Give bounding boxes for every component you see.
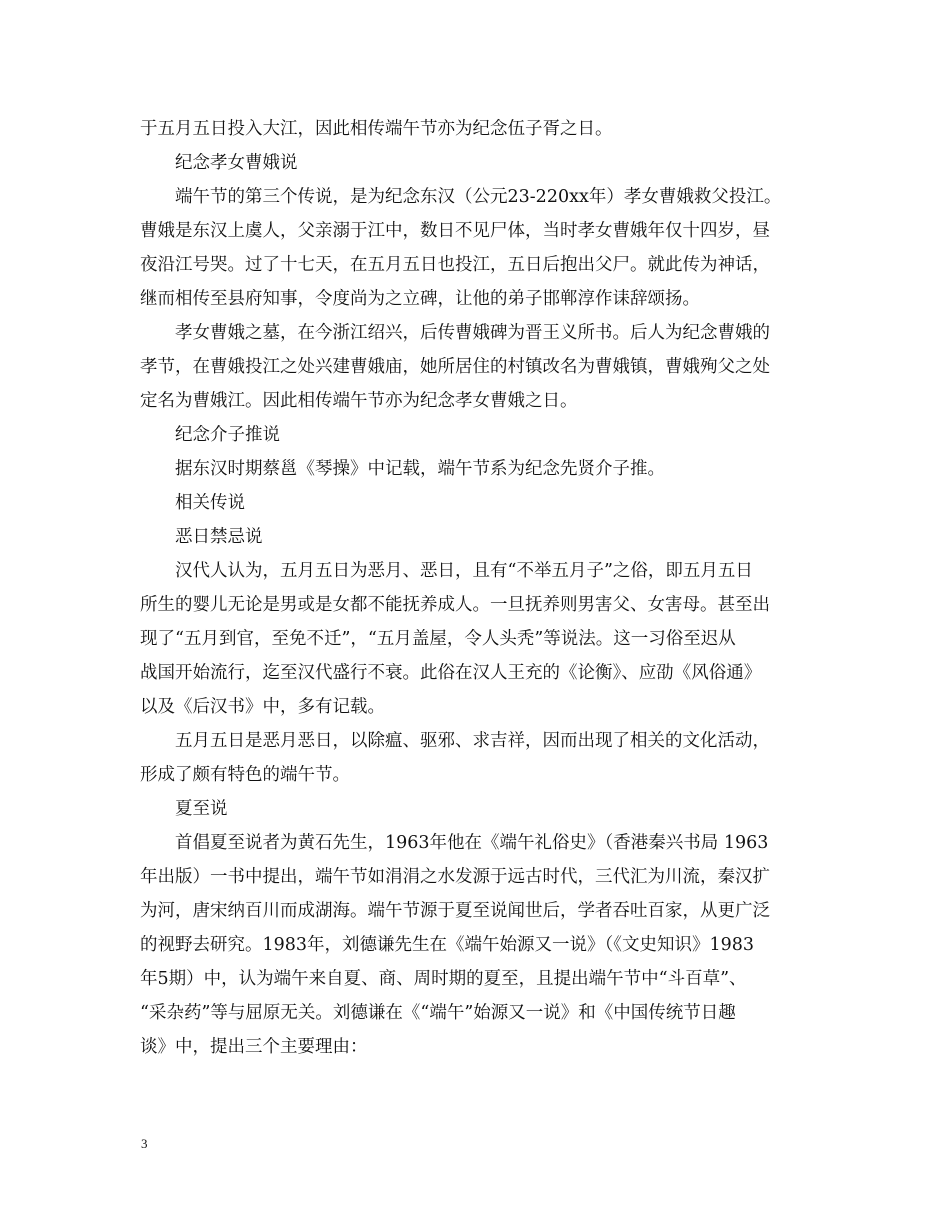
text-line: 夏至说 — [175, 799, 228, 819]
text-line: 为河，唐宋纳百川而成湖海。端午节源于夏至说闻世后，学者吞吐百家，从更广泛 — [140, 901, 770, 921]
text-line: 夜沿江号哭。过了十七天，在五月五日也投江，五日后抱出父尸。就此传为神话， — [140, 255, 770, 275]
text-line: 以及《后汉书》中，多有记载。 — [140, 697, 385, 717]
text-line: 纪念介子推说 — [175, 425, 280, 445]
text-line: 所生的婴儿无论是男或是女都不能抚养成人。一旦抚养则男害父、女害母。甚至出 — [140, 595, 770, 615]
text-line: “采杂药”等与屈原无关。刘德谦在《“端午”始源又一说》和《中国传统节日趣 — [140, 1003, 736, 1023]
text-line: 于五月五日投入大江，因此相传端午节亦为纪念伍子胥之日。 — [140, 119, 613, 139]
text-line: 谈》中，提出三个主要理由： — [140, 1037, 368, 1057]
text-line: 定名为曹娥江。因此相传端午节亦为纪念孝女曹娥之日。 — [140, 391, 578, 411]
text-line: 孝节，在曹娥投江之处兴建曹娥庙，她所居住的村镇改名为曹娥镇，曹娥殉父之处 — [140, 357, 770, 377]
text-line: 的视野去研究。1983年，刘德谦先生在《端午始源又一说》（《文史知识》1983 — [140, 935, 755, 955]
text-line: 纪念孝女曹娥说 — [175, 153, 298, 173]
text-line: 恶日禁忌说 — [175, 527, 263, 547]
text-line: 五月五日是恶月恶日，以除瘟、驱邪、求吉祥，因而出现了相关的文化活动， — [175, 731, 770, 751]
body-text — [140, 112, 812, 1064]
text-line: 相关传说 — [175, 493, 245, 513]
text-line: 战国开始流行，迄至汉代盛行不衰。此俗在汉人王充的《论衡》、应劭《风俗通》 — [140, 663, 762, 683]
text-line: 形成了颇有特色的端午节。 — [140, 765, 350, 785]
text-line: 曹娥是东汉上虞人，父亲溺于江中，数日不见尸体，当时孝女曹娥年仅十四岁，昼 — [140, 221, 770, 241]
text-line: 据东汉时期蔡邕《琴操》中记载，端午节系为纪念先贤介子推。 — [175, 459, 665, 479]
page-number: 3 — [141, 1136, 148, 1151]
text-line: 孝女曹娥之墓，在今浙江绍兴，后传曹娥碑为晋王义所书。后人为纪念曹娥的 — [175, 323, 770, 343]
text-line: 年出版）一书中提出，端午节如涓涓之水发源于远古时代，三代汇为川流，秦汉扩 — [140, 867, 770, 887]
text-line: 继而相传至县府知事，令度尚为之立碑，让他的弟子邯郸淳作诔辞颂扬。 — [140, 289, 700, 309]
text-line: 首倡夏至说者为黄石先生，1963年他在《端午礼俗史》（香港秦兴书局 1963 — [175, 833, 769, 853]
text-line: 年5期）中，认为端午来自夏、商、周时期的夏至，且提出端午节中“斗百草”、 — [140, 969, 747, 989]
text-line: 汉代人认为，五月五日为恶月、恶日，且有“不举五月子”之俗，即五月五日 — [175, 561, 753, 581]
text-line: 端午节的第三个传说，是为纪念东汉（公元23-220xx年）孝女曹娥救父投江。 — [175, 187, 782, 207]
text-line: 现了“五月到官，至免不迁”，“五月盖屋，令人头秃”等说法。这一习俗至迟从 — [140, 629, 736, 649]
